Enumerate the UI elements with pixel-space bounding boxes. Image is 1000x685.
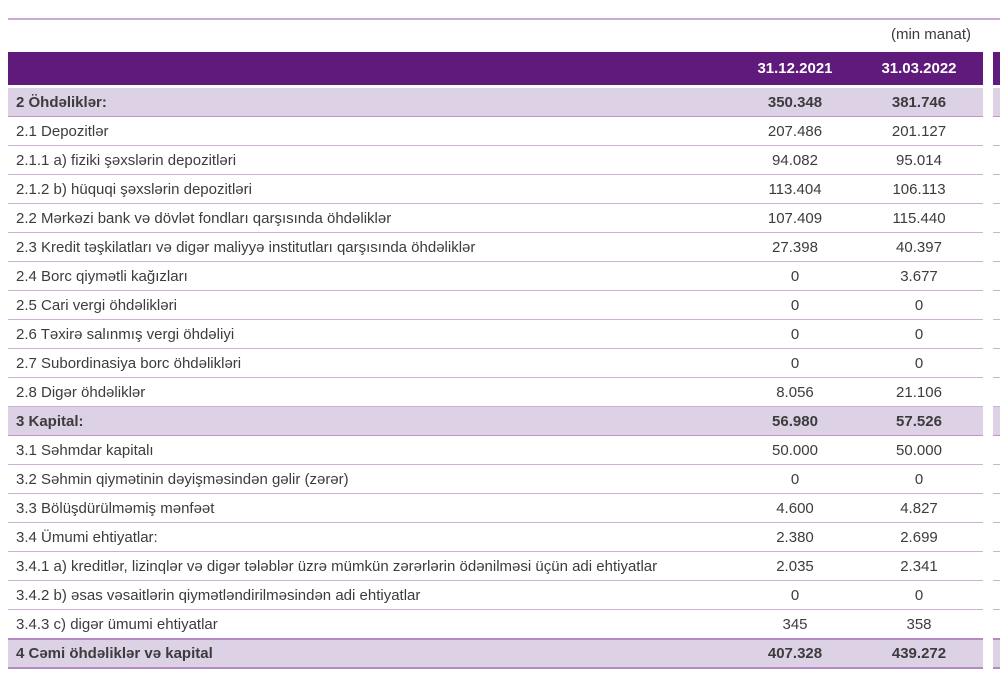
table-row xyxy=(8,146,983,175)
cropped-next-column-row xyxy=(993,291,1000,320)
cropped-next-column-row xyxy=(993,581,1000,610)
row-label: 2.1.1 a) fiziki şəxslərin depozitləri xyxy=(16,151,237,169)
value-cell-date-2: 40.397 xyxy=(896,238,942,256)
table-body xyxy=(8,88,983,669)
value-cell-date-2: 57.526 xyxy=(896,412,942,430)
cropped-next-column-row xyxy=(993,494,1000,523)
cropped-next-column-row xyxy=(993,88,1000,117)
header-label-spacer xyxy=(8,52,735,85)
row-label: 3.1 Səhmdar kapitalı xyxy=(16,441,154,459)
column-header-date-1: 31.12.2021 xyxy=(757,60,833,77)
cropped-next-column-row xyxy=(993,204,1000,233)
table-row xyxy=(8,465,983,494)
row-label: 3.4.2 b) əsas vəsaitlərin qiymətləndirilməsindən adi ehtiyatlar xyxy=(16,586,421,604)
table-row xyxy=(8,349,983,378)
row-label: 3.4 Ümumi ehtiyatlar: xyxy=(16,528,158,546)
value-cell-date-2: 0 xyxy=(914,325,924,343)
cropped-next-column xyxy=(993,52,1000,669)
row-label: 3 Kapital: xyxy=(16,412,84,430)
table-row xyxy=(8,407,983,436)
row-label: 2.1 Depozitlər xyxy=(16,122,109,140)
table-row xyxy=(8,581,983,610)
value-cell-date-1: 4.600 xyxy=(776,499,814,517)
row-label: 4 Cəmi öhdəliklər və kapital xyxy=(16,645,213,662)
cropped-next-column-row xyxy=(993,523,1000,552)
value-cell-date-2: 21.106 xyxy=(896,383,942,401)
cropped-next-column-row xyxy=(993,320,1000,349)
value-cell-date-1: 2.035 xyxy=(776,557,814,575)
cropped-next-column-row xyxy=(993,349,1000,378)
value-cell-date-2: 0 xyxy=(914,354,924,372)
table-header-row xyxy=(8,52,983,85)
row-label: 2.3 Kredit təşkilatları və digər maliyyə institutları qarşısında öhdəliklər xyxy=(16,238,476,256)
value-cell-date-2: 0 xyxy=(914,586,924,604)
table-row xyxy=(8,88,983,117)
cropped-next-column-row xyxy=(993,233,1000,262)
row-label: 2.5 Cari vergi öhdəlikləri xyxy=(16,296,177,314)
row-label: 2.7 Subordinasiya borc öhdəlikləri xyxy=(16,354,242,372)
cropped-next-column-row xyxy=(993,610,1000,639)
table-row xyxy=(8,378,983,407)
value-cell-date-2: 3.677 xyxy=(900,267,938,285)
table-row xyxy=(8,523,983,552)
value-cell-date-1: 107.409 xyxy=(767,209,823,227)
table-row xyxy=(8,638,983,669)
value-cell-date-2: 2.341 xyxy=(900,557,938,575)
value-cell-date-1: 0 xyxy=(790,325,800,343)
value-cell-date-2: 0 xyxy=(914,296,924,314)
table-row xyxy=(8,262,983,291)
cropped-next-column-header xyxy=(993,52,1000,85)
row-label: 2.1.2 b) hüquqi şəxslərin depozitləri xyxy=(16,180,252,198)
financial-table xyxy=(8,52,983,669)
value-cell-date-2: 95.014 xyxy=(896,151,942,169)
value-cell-date-2: 106.113 xyxy=(892,180,946,198)
row-label: 2.6 Təxirə salınmış vergi öhdəliyi xyxy=(16,325,235,343)
row-label: 3.4.3 c) digər ümumi ehtiyatlar xyxy=(16,615,218,633)
cropped-next-column-row xyxy=(993,552,1000,581)
value-cell-date-2: 0 xyxy=(914,470,924,488)
cropped-next-column-row xyxy=(993,146,1000,175)
value-cell-date-2: 358 xyxy=(906,615,932,633)
value-cell-date-1: 0 xyxy=(790,354,800,372)
table-row xyxy=(8,494,983,523)
row-label: 2.8 Digər öhdəliklər xyxy=(16,383,146,401)
value-cell-date-2: 50.000 xyxy=(896,441,942,459)
row-label: 3.4.1 a) kreditlər, lizinqlər və digər tələblər üzrə mümkün zərərlərin ödənilməsi üçün adi ehtiyatlar xyxy=(16,557,658,575)
table-row xyxy=(8,291,983,320)
table-row xyxy=(8,320,983,349)
cropped-next-column-row xyxy=(993,262,1000,291)
row-label: 2.4 Borc qiymətli kağızları xyxy=(16,267,188,285)
unit-note: (min manat) xyxy=(890,26,971,43)
table-row xyxy=(8,204,983,233)
value-cell-date-1: 207.486 xyxy=(767,122,823,140)
table-row xyxy=(8,175,983,204)
value-cell-date-2: 201.127 xyxy=(891,122,947,140)
value-cell-date-1: 0 xyxy=(790,586,800,604)
value-cell-date-1: 94.082 xyxy=(772,151,818,169)
top-divider-line xyxy=(8,18,1000,20)
table-row xyxy=(8,610,983,639)
value-cell-date-2: 2.699 xyxy=(900,528,938,546)
value-cell-date-1: 113.404 xyxy=(768,180,822,198)
cropped-next-column-row xyxy=(993,465,1000,494)
cropped-next-column-row xyxy=(993,378,1000,407)
cropped-next-column-row xyxy=(993,175,1000,204)
cropped-next-column-row xyxy=(993,117,1000,146)
value-cell-date-1: 0 xyxy=(790,470,800,488)
value-cell-date-1: 27.398 xyxy=(772,238,818,256)
value-cell-date-1: 0 xyxy=(790,267,800,285)
table-row xyxy=(8,117,983,146)
value-cell-date-1: 56.980 xyxy=(772,412,818,430)
row-label: 3.2 Səhmin qiymətinin dəyişməsindən gəlir (zərər) xyxy=(16,470,349,488)
table-row xyxy=(8,552,983,581)
value-cell-date-1: 345 xyxy=(782,615,808,633)
value-cell-date-2: 115.440 xyxy=(892,209,946,227)
value-cell-date-1: 407.328 xyxy=(767,645,823,662)
value-cell-date-1: 2.380 xyxy=(776,528,814,546)
value-cell-date-1: 0 xyxy=(790,296,800,314)
cropped-next-column-row xyxy=(993,436,1000,465)
cropped-next-column-row xyxy=(993,407,1000,436)
row-label: 2.2 Mərkəzi bank və dövlət fondları qarşısında öhdəliklər xyxy=(16,209,392,227)
value-cell-date-1: 50.000 xyxy=(772,441,818,459)
value-cell-date-2: 381.746 xyxy=(891,93,947,111)
value-cell-date-1: 8.056 xyxy=(776,383,814,401)
table-row xyxy=(8,233,983,262)
column-header-date-2: 31.03.2022 xyxy=(881,60,957,77)
value-cell-date-1: 350.348 xyxy=(767,93,823,111)
value-cell-date-2: 439.272 xyxy=(891,645,947,662)
cropped-next-column-row xyxy=(993,638,1000,669)
row-label: 2 Öhdəliklər: xyxy=(16,93,107,111)
value-cell-date-2: 4.827 xyxy=(900,499,938,517)
table-row xyxy=(8,436,983,465)
row-label: 3.3 Bölüşdürülməmiş mənfəət xyxy=(16,499,215,517)
